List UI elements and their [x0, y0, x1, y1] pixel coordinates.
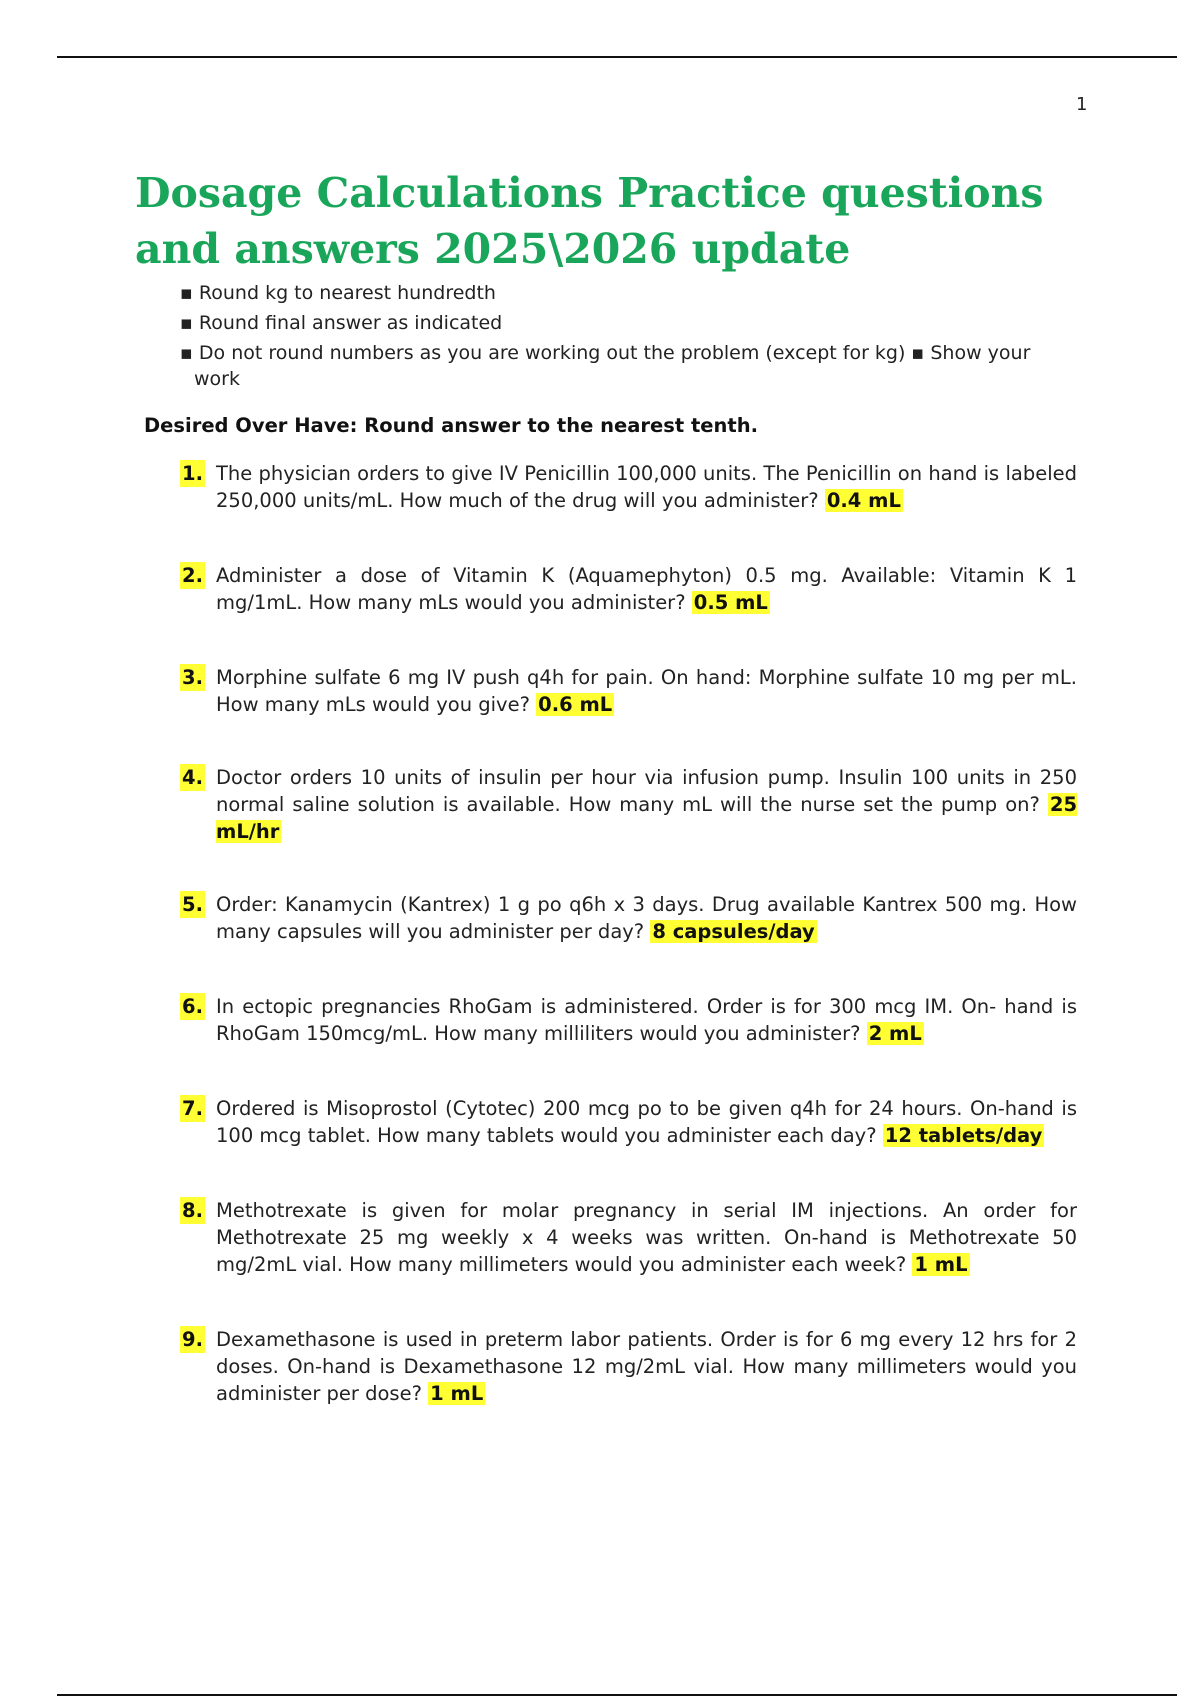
answer-highlight: 1 mL — [430, 1382, 484, 1405]
instruction-item: ▪ Round kg to nearest hundredth — [180, 282, 496, 304]
answer-highlight: 0.4 mL — [826, 489, 901, 512]
section-heading: Desired Over Have: Round answer to the nearest tenth. — [144, 414, 759, 437]
instruction-item: ▪ Round final answer as indicated — [180, 312, 503, 334]
answer-highlight: 0.5 mL — [693, 591, 768, 614]
question-text: Doctor orders 10 units of insulin per hour via infusion pump. Insulin 100 units in 250 normal saline solution is available. How many mL will the nurse set the pump on? — [216, 766, 1077, 816]
question-text: Order: Kanamycin (Kantrex) 1 g po q6h x 3 days. Drug available Kantrex 500 mg. How many capsules will you administer per day? — [216, 893, 1077, 943]
answer-highlight: 2 mL — [868, 1022, 922, 1045]
question-number: 5. — [182, 893, 203, 916]
instruction-list — [180, 280, 1080, 396]
question-item — [180, 993, 1077, 1047]
question-text: Morphine sulfate 6 mg IV push q4h for pain. On hand: Morphine sulfate 10 mg per mL. How many mLs would you give? — [216, 666, 1077, 716]
answer-highlight: 25 mL/hr — [216, 793, 1078, 843]
question-item — [180, 764, 1077, 845]
answer-highlight: 1 mL — [914, 1253, 968, 1276]
question-text: The physician orders to give IV Penicillin 100,000 units. The Penicillin on hand is labeled 250,000 units/mL. How much of the drug will you administer? — [216, 462, 1077, 512]
question-item — [180, 1197, 1077, 1278]
question-item — [180, 664, 1077, 718]
instruction-item: ▪ Do not round numbers as you are working out the problem (except for kg) ▪ Show your work — [180, 342, 1031, 390]
question-number: 9. — [182, 1328, 203, 1351]
question-number: 1. — [182, 462, 203, 485]
question-item — [180, 1326, 1077, 1407]
footer-rule — [57, 1694, 1177, 1696]
question-text: Ordered is Misoprostol (Cytotec) 200 mcg po to be given q4h for 24 hours. On-hand is 100 mcg tablet. How many tablets would you administer each day? — [216, 1097, 1077, 1147]
question-number: 2. — [182, 564, 203, 587]
question-text: Dexamethasone is used in preterm labor patients. Order is for 6 mg every 12 hrs for 2 doses. On-hand is Dexamethasone 12 mg/2mL vial. How many millimeters would you administer per dose? — [216, 1328, 1077, 1405]
question-number: 6. — [182, 995, 203, 1018]
question-number: 4. — [182, 766, 203, 789]
document-title: Dosage Calculations Practice questions and answers 2025\2026 update — [135, 169, 1044, 273]
question-text: Methotrexate is given for molar pregnancy in serial IM injections. An order for Methotrexate 25 mg weekly x 4 weeks was written. On-hand is Methotrexate 50 mg/2mL vial. How many millimeters would you administer each week? — [216, 1199, 1077, 1276]
question-text: In ectopic pregnancies RhoGam is administered. Order is for 300 mcg IM. On- hand is RhoGam 150mcg/mL. How many milliliters would you administer? — [216, 995, 1077, 1045]
question-number: 7. — [182, 1097, 203, 1120]
question-list — [180, 460, 1077, 1407]
question-number: 3. — [182, 666, 203, 689]
header-rule — [57, 56, 1177, 58]
answer-highlight: 0.6 mL — [538, 693, 613, 716]
question-item — [180, 562, 1077, 616]
answer-highlight: 12 tablets/day — [884, 1124, 1043, 1147]
question-text: Administer a dose of Vitamin K (Aquamephyton) 0.5 mg. Available: Vitamin K 1 mg/1mL. How many mLs would you administer? — [216, 564, 1077, 614]
question-item — [180, 891, 1077, 945]
answer-highlight: 8 capsules/day — [652, 920, 815, 943]
page-number: 1 — [1076, 94, 1088, 115]
question-item — [180, 1095, 1077, 1149]
question-number: 8. — [182, 1199, 203, 1222]
question-item — [180, 460, 1077, 514]
